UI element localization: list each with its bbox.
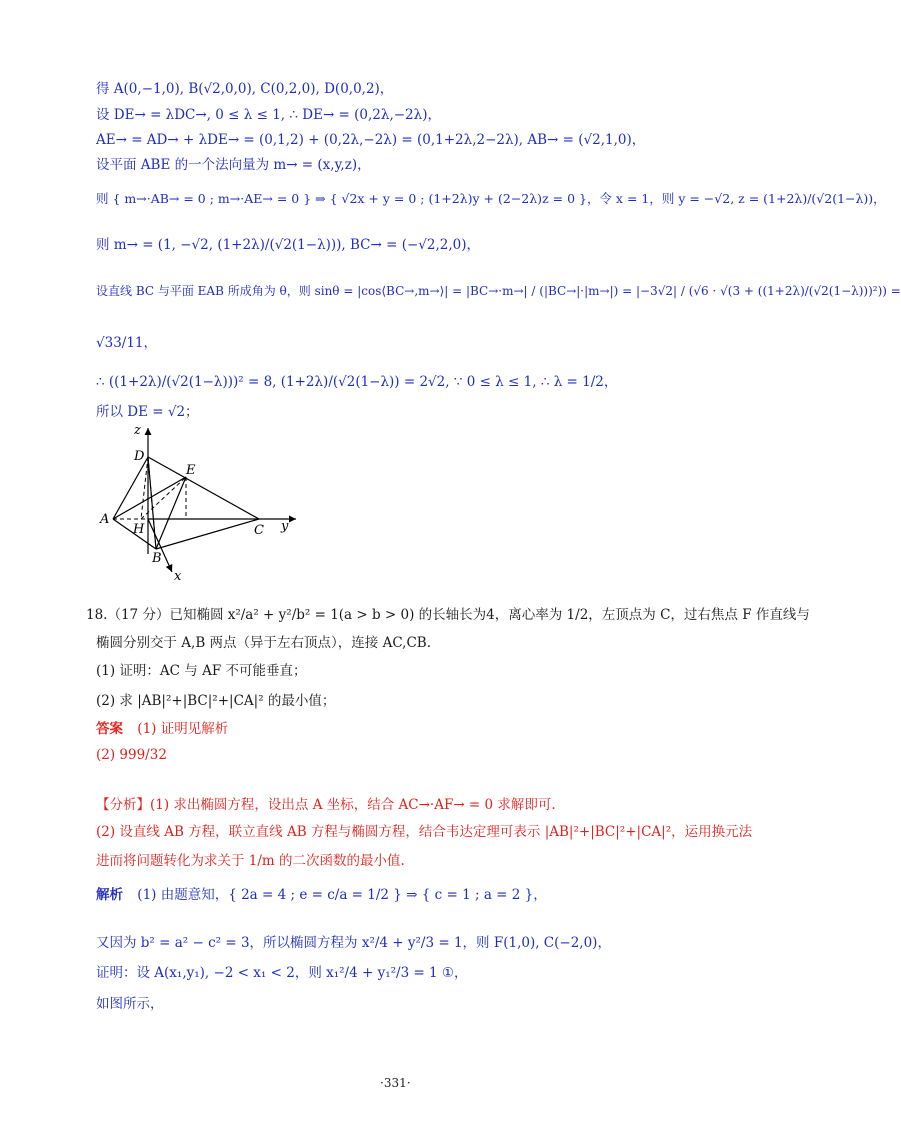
solution-text-1: (1) 由题意知，{ 2a = 4 ; e = c/a = 1/2 } ⇒ { c = 1 ; a = 2 }， [137,887,547,903]
problem-18-q1: (1) 证明：AC 与 AF 不可能垂直； [96,663,307,679]
page-number: ·331· [380,1076,411,1090]
analysis-line-3: 进而将问题转化为求关于 1/m 的二次函数的最小值. [96,853,405,869]
label-h: H [133,522,145,537]
solution-line-4: 设平面 ABE 的一个法向量为 m→ = (x,y,z)， [96,157,371,173]
label-e: E [186,463,196,478]
answer-label: 答案 [96,721,123,737]
solution-line-6: 则 m→ = (1, −√2, (1+2λ)/(√2(1−λ))), BC→ = (−√2,2,0)， [96,237,481,253]
label-y: y [281,519,289,534]
answer-1: (1) 证明见解析 [137,721,229,737]
label-b: B [152,551,162,566]
analysis-line-1 [96,796,556,814]
tetrahedron-figure [96,422,326,587]
label-x: x [174,569,182,584]
solution-part1-line-4: 如图所示， [96,996,164,1012]
solution-line-2: 设 DE→ = λDC→, 0 ≤ λ ≤ 1, ∴ DE→ = (0,2λ,−2λ)， [96,107,441,123]
solution-part1-line-2: 又因为 b² = a² − c² = 3，所以椭圆方程为 x²/4 + y²/3 = 1，则 F(1,0), C(−2,0)， [96,935,611,951]
solution-line-7: 设直线 BC 与平面 EAB 所成角为 θ，则 sinθ = |cos⟨BC→,m→⟩| = |BC→·m→| / (|BC→|·|m→|) = |−3√2| / (√6 · √(3 + ((1+2λ)/(√2(1−λ)))²)) = [96,284,901,298]
label-d: D [134,449,145,464]
analysis-label: 【分析】 [96,797,150,813]
solution-part1-line-1 [96,886,547,904]
solution-line-5: 则 { m→·AB→ = 0 ; m→·AE→ = 0 } ⇒ { √2x + y = 0 ; (1+2λ)y + (2−2λ)z = 0 }，令 x = 1，则 y = −√2, z = (1+2λ)/(√2(1−λ))， [96,191,886,206]
solution-label: 解析 [96,887,123,903]
label-z: z [134,423,141,438]
solution-line-1: 得 A(0,−1,0), B(√2,0,0), C(0,2,0), D(0,0,2)， [96,81,394,97]
solution-line-8: √33/11， [96,335,158,351]
solution-line-10: 所以 DE = √2； [96,404,199,420]
analysis-line-2: (2) 设直线 AB 方程，联立直线 AB 方程与椭圆方程，结合韦达定理可表示 |AB|²+|BC|²+|CA|²，运用换元法 [96,824,753,840]
problem-18-intro-2: 椭圆分别交于 A,B 两点（异于左右顶点），连接 AC,CB. [96,635,432,651]
answer-2: (2) 999/32 [96,747,167,763]
label-c: C [254,523,264,538]
problem-18-q2: (2) 求 |AB|²+|BC|²+|CA|² 的最小值； [96,693,336,709]
solution-line-3: AE→ = AD→ + λDE→ = (0,1,2) + (0,2λ,−2λ) = (0,1+2λ,2−2λ), AB→ = (√2,1,0)， [96,132,646,148]
answer-row [96,720,228,738]
label-a: A [100,512,110,527]
problem-18-intro: 18.（17 分）已知椭圆 x²/a² + y²/b² = 1(a > b > 0) 的长轴长为4，离心率为 1/2，左顶点为 C，过右焦点 F 作直线与 [86,607,810,623]
solution-line-9: ∴ ((1+2λ)/(√2(1−λ)))² = 8, (1+2λ)/(√2(1−λ)) = 2√2, ∵ 0 ≤ λ ≤ 1, ∴ λ = 1/2， [96,374,618,390]
solution-part1-line-3: 证明：设 A(x₁,y₁), −2 < x₁ < 2，则 x₁²/4 + y₁²/3 = 1 ①， [96,965,468,981]
analysis-text-1: (1) 求出椭圆方程，设出点 A 坐标，结合 AC→·AF→ = 0 求解即可. [150,797,556,813]
